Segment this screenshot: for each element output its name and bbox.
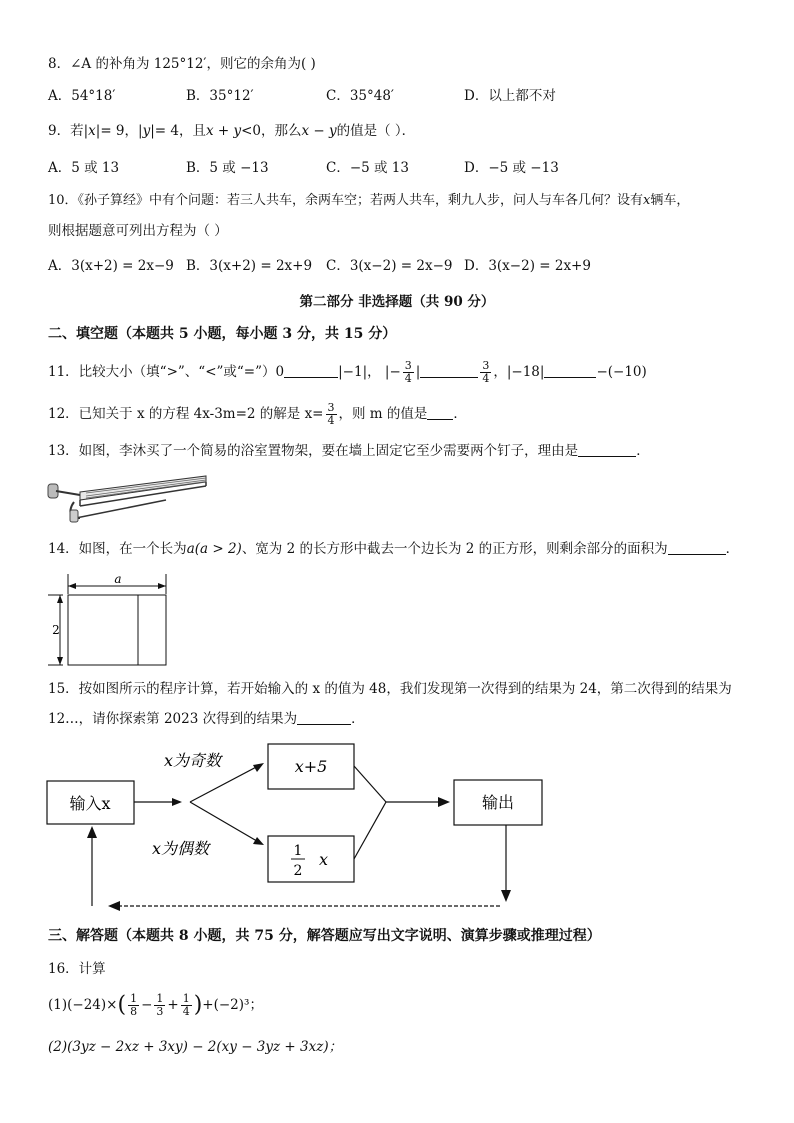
q9-option-b: B．5 或 −13 <box>186 160 269 176</box>
q11-stem: 11．比较大小（填“>”、“<”或“=”）0 |−1|， |− $\frac{3}{4}$ | $\frac{3}{4}$ ，|−18| −(−10) <box>48 359 647 385</box>
flow-even-den: 2 <box>293 863 303 879</box>
flow-input-label: 输入x <box>69 794 111 813</box>
q10-option-b: B．3(x+2) = 2x+9 <box>186 258 313 274</box>
q13-blank[interactable] <box>578 442 636 457</box>
q8-stem: 8．∠A 的补角为 125°12′，则它的余角为( ) <box>48 56 316 72</box>
flow-even-box <box>268 836 354 882</box>
q11-fraction-2: $\frac{3}{4}$ <box>482 359 490 385</box>
q11-blank-2[interactable] <box>420 363 478 378</box>
q9-stem: 9．若|x|= 9，|y|= 4，且x + y<0，那么x − y的值是（ ）． <box>48 123 416 139</box>
q11-blank-1[interactable] <box>284 363 338 378</box>
bathroom-shelf-figure <box>46 470 210 526</box>
q11-blank-3[interactable] <box>544 363 596 378</box>
q8-option-a: A．54°18′ <box>48 88 116 104</box>
q14-stem: 14．如图，在一个长为a(a > 2)、宽为 2 的长方形中截去一个边长为 2 的正方形，则剩余部分的面积为 ． <box>48 541 740 557</box>
q12-blank[interactable] <box>427 405 453 420</box>
flow-even-var: x <box>319 850 329 869</box>
q10-stem-line1: 10．《孙子算经》中有个问题：若三人共车，余两车空；若两人共车，剩九人步，问人与车各几何？设有x辆车， <box>48 193 690 208</box>
q8-option-d: D．以上都不对 <box>464 88 556 104</box>
section3-title: 三、解答题（本题共 8 小题，共 75 分，解答题应写出文字说明、演算步骤或推理过程） <box>48 928 601 944</box>
q12-stem: 12．已知关于 x 的方程 4x-3m=2 的解是 x= $\frac{3}{4}$ ，则 m 的值是 ． <box>48 401 467 427</box>
q15-stem-line2: 12…，请你探索第 2023 次得到的结果为 ． <box>48 711 365 727</box>
q16-part1: (1)(−24)×( $\frac{1}{8}$ − $\frac{1}{3}$ + $\frac{1}{4}$ )+(−2)³； <box>48 992 263 1018</box>
q11-fraction-1: $\frac{3}{4}$ <box>404 359 412 385</box>
flow-output-label: 输出 <box>481 793 515 812</box>
program-flowchart <box>40 740 560 920</box>
flow-even-num: 1 <box>293 843 303 859</box>
q10-stem-line2: 则根据题意可列出方程为（ ） <box>48 223 228 239</box>
q15-stem-line1: 15．按如图所示的程序计算，若开始输入的 x 的值为 48，我们发现第一次得到的结果为 24，第二次得到的结果为 <box>48 681 732 697</box>
fig-label-2: 2 <box>52 623 60 637</box>
flow-odd-label: x为奇数 <box>164 751 222 770</box>
q14-blank[interactable] <box>668 540 726 555</box>
q8-option-b: B．35°12′ <box>186 88 254 104</box>
q10-option-c: C．3(x−2) = 2x−9 <box>326 258 453 274</box>
q9-option-d: D．−5 或 −13 <box>464 160 559 176</box>
q8-option-c: C．35°48′ <box>326 88 395 104</box>
q10-option-a: A．3(x+2) = 2x−9 <box>48 258 174 274</box>
fig-label-a: a <box>114 572 122 586</box>
q13-stem: 13．如图，李沐买了一个简易的浴室置物架，要在墙上固定它至少需要两个钉子，理由是 ． <box>48 443 650 459</box>
q12-fraction: $\frac{3}{4}$ <box>327 401 335 427</box>
q16-title: 16．计算 <box>48 961 106 977</box>
q10-option-d: D．3(x−2) = 2x+9 <box>464 258 591 274</box>
flow-even-label: x为偶数 <box>152 839 210 858</box>
q9-option-a: A．5 或 13 <box>48 160 120 176</box>
part2-title: 第二部分 非选择题（共 90 分） <box>299 294 495 310</box>
q15-blank[interactable] <box>297 710 351 725</box>
section2-title: 二、填空题（本题共 5 小题，每小题 3 分，共 15 分） <box>48 326 397 342</box>
flow-odd-expr: x+5 <box>294 757 328 776</box>
q9-option-c: C．−5 或 13 <box>326 160 409 176</box>
q16-part2: (2)(3yz − 2xz + 3xy) − 2(xy − 3yz + 3xz)； <box>48 1039 343 1055</box>
rectangle-figure <box>46 570 180 670</box>
